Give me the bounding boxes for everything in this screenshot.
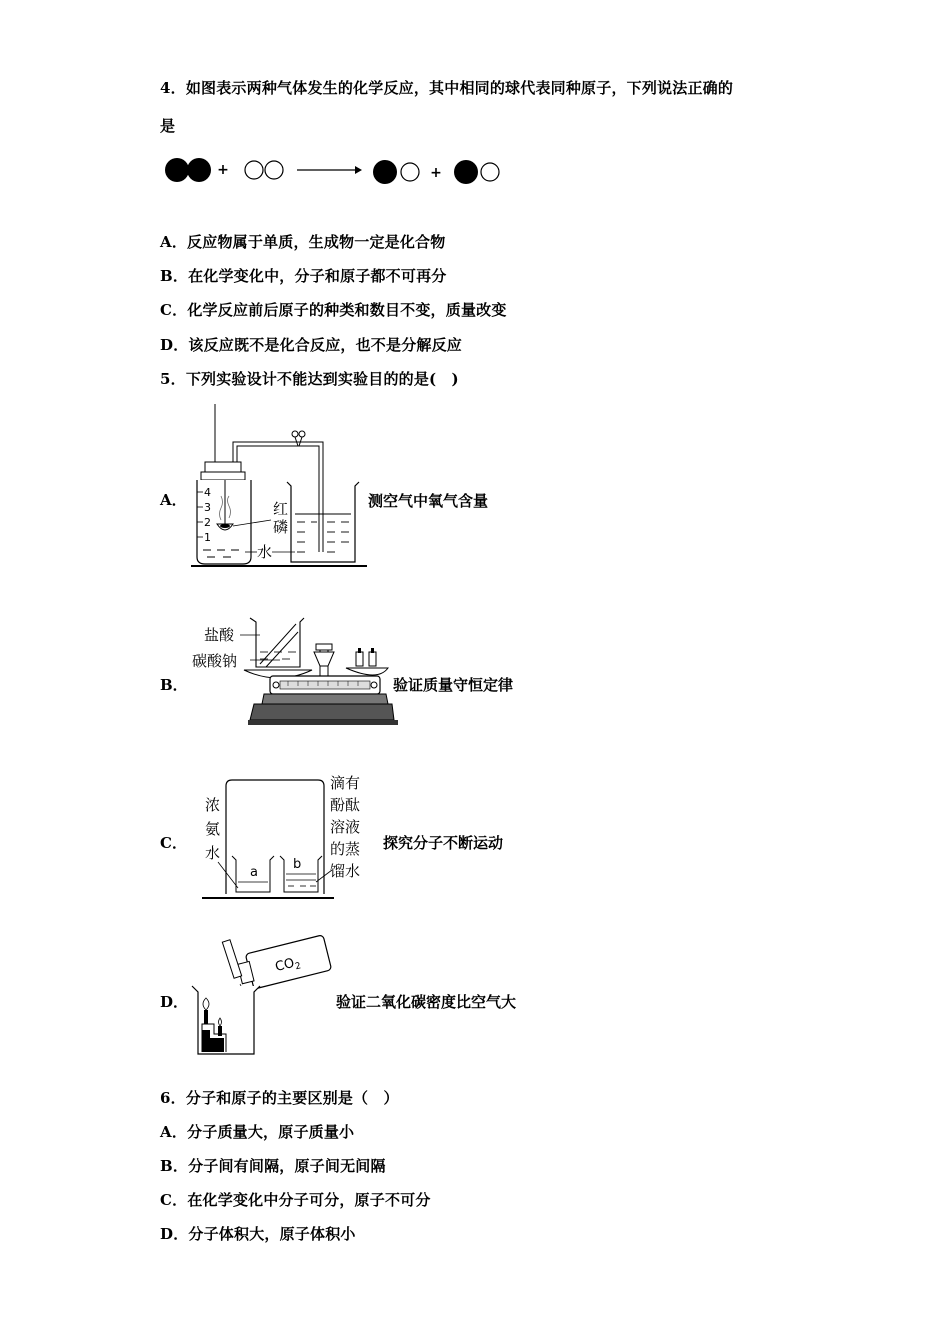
product-molecule-1 xyxy=(373,160,419,184)
q5-option-a-caption: 测空气中氧气含量 xyxy=(368,492,489,510)
sodium-carbonate-label: 碳酸钠 xyxy=(192,652,238,670)
mark-3: 3 xyxy=(204,501,211,514)
phenol-label-1: 滴有 xyxy=(330,774,361,792)
flame-icon-small xyxy=(219,1018,222,1026)
phenol-label-3: 溶液 xyxy=(330,818,361,836)
q6-option-c[interactable]: C．在化学变化中分子可分，原子不可分 xyxy=(160,1191,431,1209)
q5-option-c-caption: 探究分子不断运动 xyxy=(383,834,504,852)
ammonia-label-3: 水 xyxy=(205,844,221,862)
plus-sign-1: + xyxy=(217,162,229,178)
q5-option-d-caption: 验证二氧化碳密度比空气大 xyxy=(336,993,517,1011)
ammonia-label-1: 浓 xyxy=(205,796,221,814)
q4-option-d[interactable]: D．该反应既不是化合反应，也不是分解反应 xyxy=(160,336,463,354)
q6-option-a[interactable]: A．分子质量大，原子质量小 xyxy=(160,1123,355,1141)
q4-stem-line1: 4．如图表示两种气体发生的化学反应，其中相同的球代表同种原子，下列说法正确的 xyxy=(160,79,734,97)
q4-option-a[interactable]: A．反应物属于单质，生成物一定是化合物 xyxy=(160,233,446,251)
mark-4: 4 xyxy=(204,486,211,499)
phenol-label-2: 酚酞 xyxy=(330,796,361,814)
q6-option-b[interactable]: B．分子间有间隔，原子间无间隔 xyxy=(160,1157,386,1175)
molecular-motion-apparatus xyxy=(200,770,380,905)
co2-density-apparatus xyxy=(188,930,338,1062)
q5-option-b-letter[interactable]: B． xyxy=(160,676,188,694)
mark-1: 1 xyxy=(204,531,211,544)
q5-option-d-letter[interactable]: D． xyxy=(160,993,189,1011)
q6-stem: 6．分子和原子的主要区别是（ ） xyxy=(160,1089,399,1107)
reaction-equation-diagram xyxy=(155,150,515,195)
q5-option-c-letter[interactable]: C． xyxy=(160,834,187,852)
q4-stem-line2: 是 xyxy=(160,117,176,135)
q4-option-b[interactable]: B．在化学变化中，分子和原子都不可再分 xyxy=(160,267,447,285)
mark-2: 2 xyxy=(204,516,211,529)
red-phosphorus-label-2: 磷 xyxy=(273,518,289,536)
phenol-label-4: 的蒸 xyxy=(330,840,361,858)
ammonia-label-2: 氨 xyxy=(205,820,221,838)
q5-option-b-caption: 验证质量守恒定律 xyxy=(393,676,514,694)
mass-conservation-balance xyxy=(188,612,393,732)
red-phosphorus-label-1: 红 xyxy=(273,500,289,518)
plus-sign-2: + xyxy=(430,165,442,181)
beaker-b-label: b xyxy=(293,857,302,872)
beaker-a-label: a xyxy=(250,865,258,880)
co2-label: $CO_2$ xyxy=(273,955,303,976)
oxygen-content-apparatus xyxy=(185,402,375,572)
reactant-molecule-black xyxy=(165,158,211,182)
q5-stem: 5．下列实验设计不能达到实验目的的是( ) xyxy=(160,370,459,388)
reaction-arrow xyxy=(297,166,362,174)
q5-option-a-letter[interactable]: A． xyxy=(160,491,187,509)
q4-option-c[interactable]: C．化学反应前后原子的种类和数目不变，质量改变 xyxy=(160,301,507,319)
clamp-icon xyxy=(292,431,305,446)
reactant-molecule-white xyxy=(245,161,283,179)
product-molecule-2 xyxy=(454,160,499,184)
water-label: 水 xyxy=(257,543,273,561)
phenol-label-5: 馏水 xyxy=(330,862,361,880)
q6-option-d[interactable]: D．分子体积大，原子体积小 xyxy=(160,1225,356,1243)
hydrochloric-acid-label: 盐酸 xyxy=(204,626,235,644)
